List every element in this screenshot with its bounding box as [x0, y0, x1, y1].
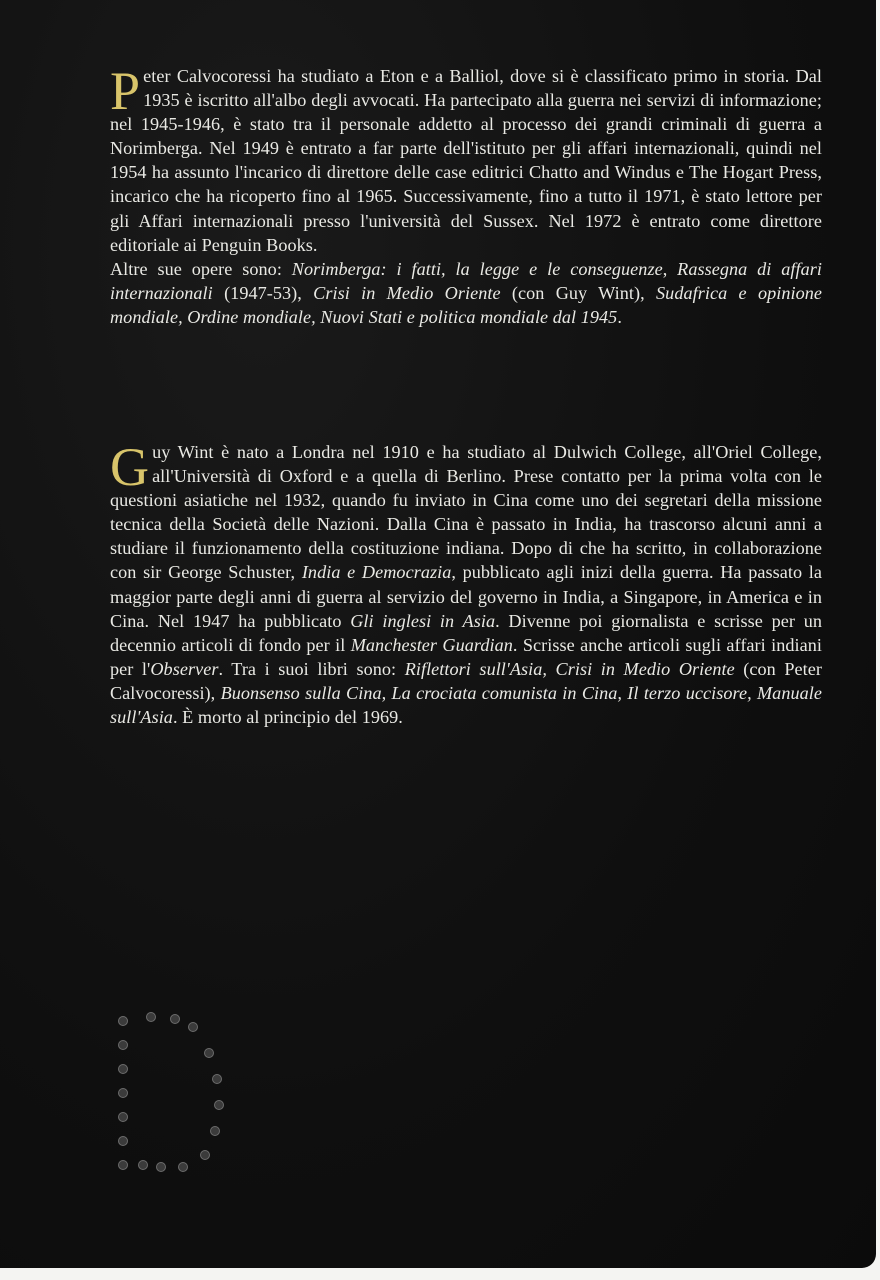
separator: (1947-53), — [212, 282, 314, 303]
bio-text: (con Peter Calvocoressi), — [110, 658, 822, 703]
bio-text: eter Calvocoressi ha studiato a Eton e a Balliol, dove si è classificato primo in storia. Dal 1935 è iscritto all'albo degli avvocati. Ha partecipato alla guerra nei servizi di informazione; nel 1945-1946, è stato tra il personale addetto al processo dei grandi criminali di guerra a Norimberga. Nel 1949 è entrato a far parte dell'istituto per gli affari internazionali, quindi nel 1954 ha assunto l'incarico di direttore delle case editrici Chatto and Windus e The Hogart Press, incarico che ha ricoperto fino al 1965. Successivamente, fino a tutto il 1971, è stato lettore per gli Affari internazionali presso l'università del Sussex. Nel 1972 è entrato come direttore editoriale ai Penguin Books. — [110, 66, 822, 255]
logo-dot — [118, 1088, 128, 1098]
publication-title: Observer — [150, 658, 219, 679]
drop-cap-letter: G — [110, 437, 150, 497]
works-intro: Altre sue opere sono: — [110, 258, 292, 279]
logo-dot — [118, 1016, 128, 1026]
bio-text: , pubblicato agli inizi della guerra. Ha passato la maggior parte degli anni di guerra al servizio del governo in India, a Singapore, in America e in Cina. Nel 1947 ha pubblicato — [110, 562, 822, 631]
logo-dot — [214, 1100, 224, 1110]
other-works-paragraph — [110, 257, 822, 329]
logo-dot — [118, 1112, 128, 1122]
work-title: Buonsenso sulla Cina, La crociata comunista in Cina, Il terzo uccisore, Manuale sull'Asia — [110, 682, 822, 728]
logo-dot — [178, 1162, 188, 1172]
separator: , — [662, 258, 678, 279]
bio-paragraph — [110, 61, 822, 257]
logo-dot — [138, 1160, 148, 1170]
work-title: Riflettori sull'Asia, Crisi in Medio Oriente — [404, 658, 735, 679]
logo-dot — [204, 1048, 214, 1058]
logo-dot — [118, 1136, 128, 1146]
separator: (con Guy Wint), — [500, 282, 657, 303]
logo-dot — [200, 1150, 210, 1160]
bio-text: . Tra i suoi libri sono: — [218, 658, 405, 679]
logo-dot — [146, 1012, 156, 1022]
dotted-letter-d-logo-icon — [108, 1010, 238, 1180]
work-title: Sudafrica e opinione mondiale, Ordine mondiale, Nuovi Stati e politica mondiale dal 1945 — [110, 282, 822, 327]
logo-dot — [188, 1022, 198, 1032]
logo-dot — [118, 1160, 128, 1170]
work-title: Gli inglesi in Asia — [350, 610, 496, 631]
bio-text: uy Wint è nato a Londra nel 1910 e ha studiato al Dulwich College, all'Oriel College, all'Università di Oxford e a quella di Berlino. Prese contatto per la prima volta con le questioni asiatiche nel 1932, quando fu inviato in Cina come uno dei segretari della missione tecnica della Società delle Nazioni. Dalla Cina è passato in India, ha trascorso alcuni anni a studiare il funzionamento della costituzione indiana. Dopo di che ha scritto, in collaborazione con sir George Schuster, — [110, 442, 822, 583]
separator: . — [617, 306, 622, 327]
logo-dot — [170, 1014, 180, 1024]
publication-title: Manchester Guardian — [350, 634, 513, 655]
bio-paragraph — [110, 437, 822, 729]
work-title: Crisi in Medio Oriente — [313, 282, 501, 303]
logo-dot — [118, 1040, 128, 1050]
logo-dot — [210, 1126, 220, 1136]
logo-dot — [118, 1064, 128, 1074]
work-title: Rassegna di affari internazionali — [110, 258, 822, 303]
bio-text: . Scrisse anche articoli sugli affari indiani per l' — [110, 634, 822, 679]
bio-text: . È morto al principio del 1969. — [172, 707, 403, 728]
logo-dot — [156, 1162, 166, 1172]
work-title: Norimberga: i fatti, la legge e le conseguenze — [291, 258, 663, 279]
bio-guy-wint — [110, 437, 822, 729]
work-title: India e Democrazia — [301, 562, 452, 583]
logo-dot — [212, 1074, 222, 1084]
bio-text: . Divenne poi giornalista e scrisse per un decennio articoli di fondo per il — [110, 610, 822, 655]
bio-peter-calvocoressi — [110, 61, 822, 329]
drop-cap-letter: P — [110, 61, 141, 121]
